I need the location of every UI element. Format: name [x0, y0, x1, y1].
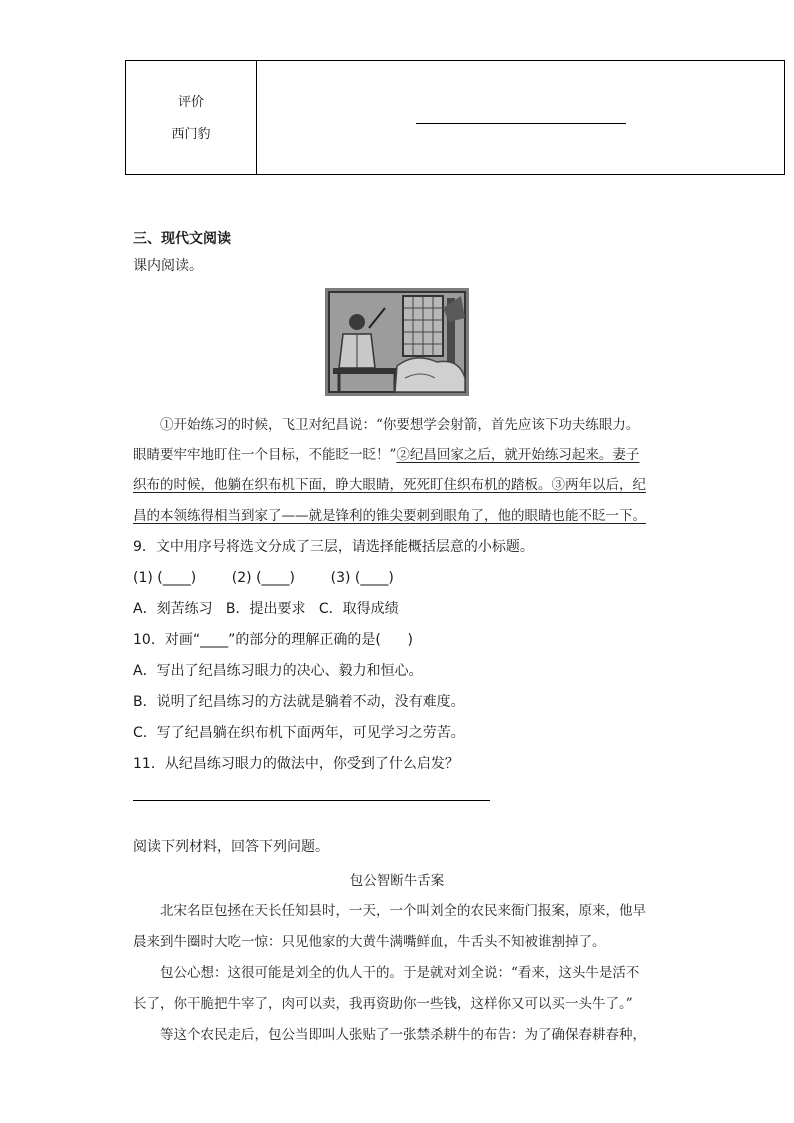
- reading-paragraph-2-line-2: 长了，你干脆把牛宰了，肉可以卖，我再资助你一些钱，这样你又可以买一头牛了。”: [133, 996, 633, 1012]
- table-label-ximenbao: 西门豹: [171, 127, 211, 142]
- section-subheading: 课内阅读。: [133, 258, 203, 274]
- passage-line-2-underlined: ②纪昌回家之后，就开始练习起来。妻子: [396, 447, 640, 463]
- passage-line-2-start: 眼睛要牢牢地盯住一个目标，不能眨一眨！”: [133, 447, 397, 463]
- illustration-drawing: [325, 288, 469, 396]
- evaluation-table: [125, 60, 785, 175]
- passage-line-1: ①开始练习的时候，飞卫对纪昌说：“你要想学会射箭，首先应该下功夫练眼力。: [160, 417, 640, 433]
- question-11: 11．从纪昌练习眼力的做法中，你受到了什么启发？: [133, 756, 459, 772]
- table-label-evaluate: 评价: [177, 95, 204, 110]
- passage-line-4: 昌的本领练得相当到家了——就是锋利的锥尖要刺到眼角了，他的眼睛也能不眨一下。: [133, 508, 646, 524]
- archer-illustration: [325, 288, 469, 396]
- reading-paragraph-1-line-1: 北宋名臣包拯在天长任知县时，一天，一个叫刘全的农民来衙门报案，原来，他早: [160, 903, 646, 919]
- question-9-blanks[interactable]: (1) (____) (2) (____) (3) (____): [133, 570, 394, 586]
- reading-title: 包公智断牛舌案: [349, 873, 445, 889]
- question-10: 10．对画“____”的部分的理解正确的是( ): [133, 632, 413, 648]
- passage-line-3: 织布的时候，他躺在织布机下面，睁大眼睛，死死盯住织布机的踏板。③两年以后，纪: [133, 477, 646, 493]
- passage-line-2: [133, 446, 639, 464]
- reading-paragraph-2-line-1: 包公心想：这很可能是刘全的仇人干的。于是就对刘全说：“看来，这头牛是活不: [160, 965, 640, 981]
- table-divider: [256, 61, 257, 174]
- question-10-option-a: A．写出了纪昌练习眼力的决心、毅力和恒心。: [133, 663, 423, 679]
- reading-paragraph-3-line-1: 等这个农民走后，包公当即叫人张贴了一张禁杀耕牛的布告：为了确保春耕春种，: [160, 1027, 646, 1043]
- reading-intro: 阅读下列材料，回答下列问题。: [133, 839, 329, 855]
- question-10-option-b: B．说明了纪昌练习的方法就是躺着不动，没有难度。: [133, 694, 465, 710]
- answer-line[interactable]: [416, 123, 626, 124]
- question-10-option-c: C．写了纪昌躺在织布机下面两年，可见学习之劳苦。: [133, 725, 465, 741]
- question-9-options: A．刻苦练习 B．提出要求 C．取得成绩: [133, 601, 399, 617]
- question-11-answer-line[interactable]: [133, 800, 490, 801]
- question-9: 9．文中用序号将选文分成了三层，请选择能概括层意的小标题。: [133, 539, 534, 555]
- reading-paragraph-1-line-2: 晨来到牛圈时大吃一惊：只见他家的大黄牛满嘴鲜血，牛舌头不知被谁割掉了。: [133, 934, 606, 950]
- section-heading: 三、现代文阅读: [133, 231, 231, 247]
